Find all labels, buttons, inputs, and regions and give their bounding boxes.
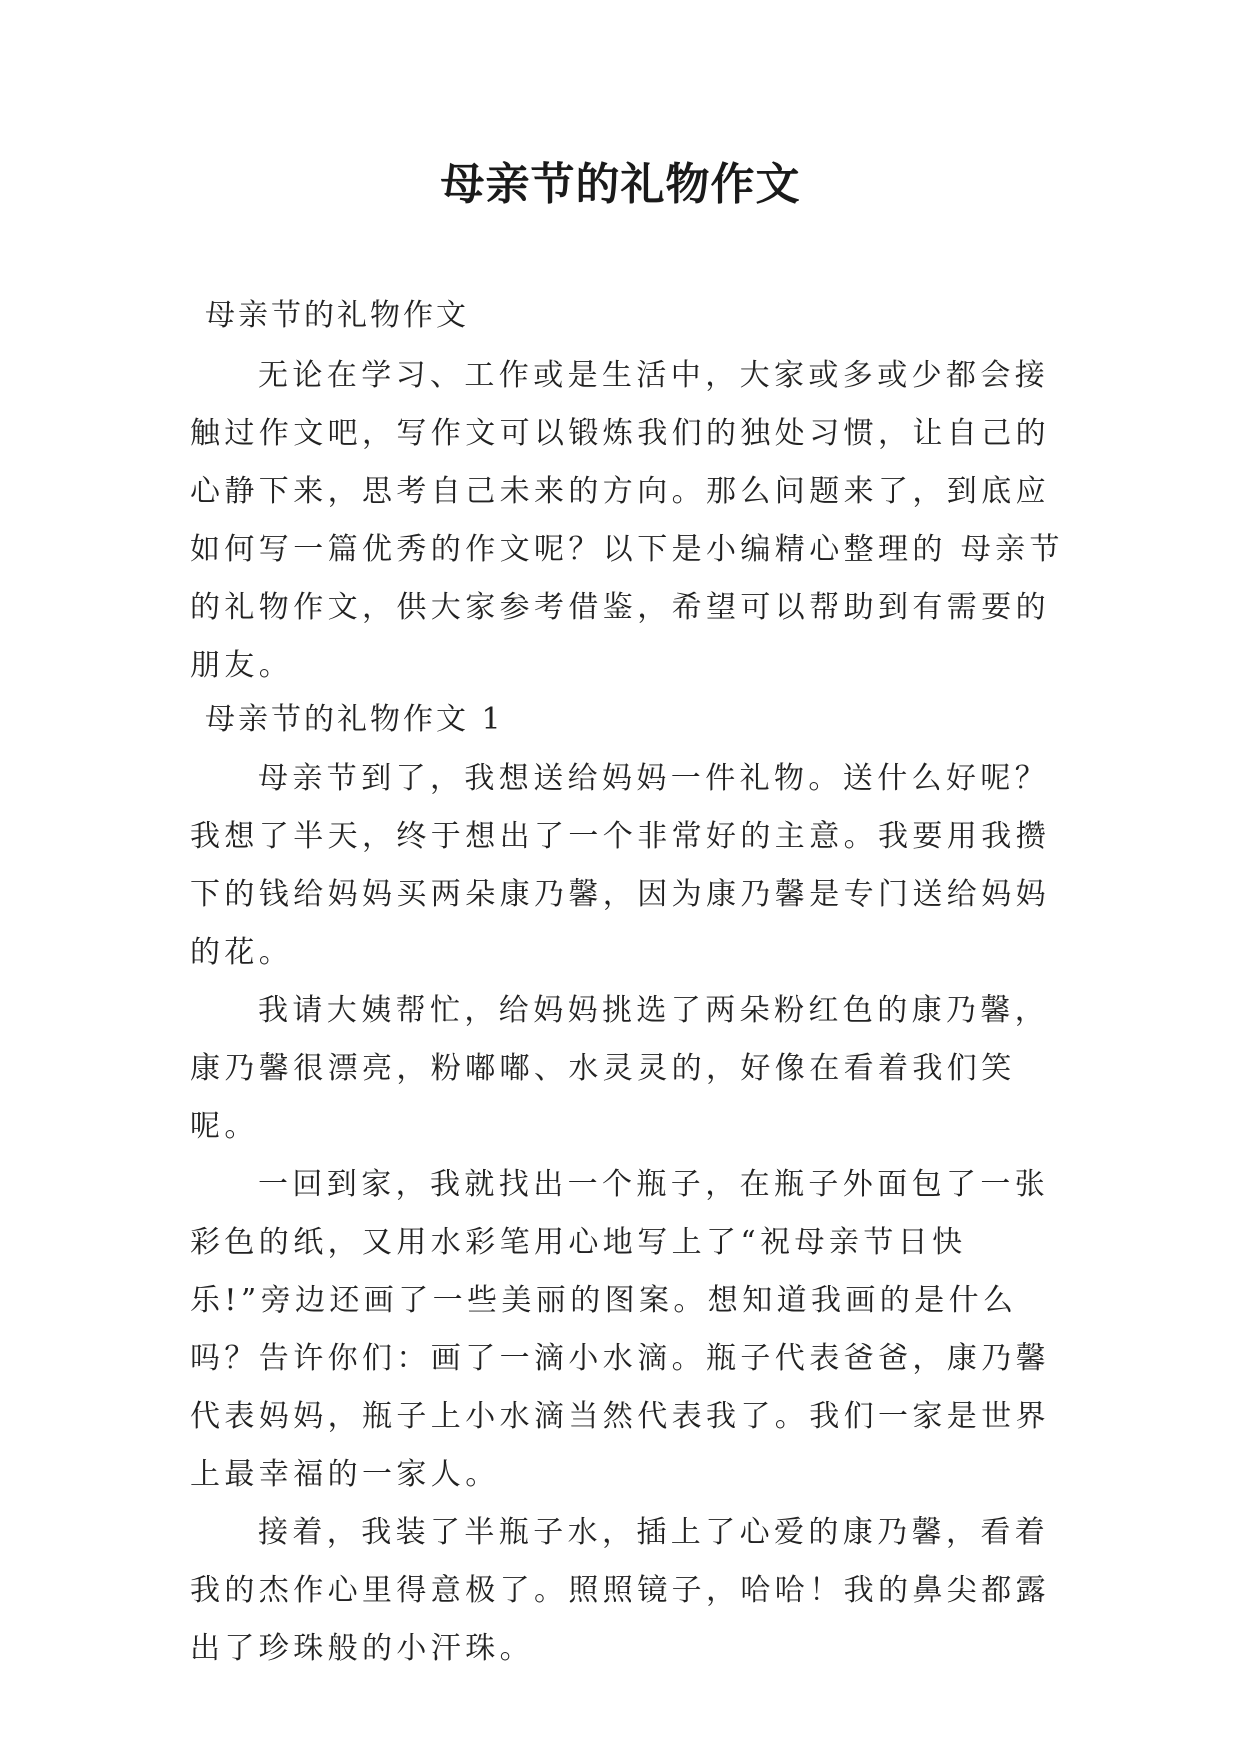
intro-section [190,347,1065,695]
intro-heading: 母亲节的礼物作文 [205,298,469,333]
essay-paragraph: 接着，我装了半瓶子水，插上了心爱的康乃馨，看着我的杰作心里得意极了。照照镜子，哈哈！我的鼻尖都露出了珍珠般的小汗珠。 [190,1515,1050,1666]
essay-paragraph: 母亲节到了，我想送给妈妈一件礼物。送什么好呢？我想了半天，终于想出了一个非常好的主意。我要用我攒下的钱给妈妈买两朵康乃馨，因为康乃馨是专门送给妈妈的花。 [190,761,1050,970]
intro-paragraph: 无论在学习、工作或是生活中，大家或多或少都会接触过作文吧，写作文可以锻炼我们的独处习惯，让自己的心静下来，思考自己未来的方向。那么问题来了，到底应如何写一篇优秀的作文呢？以下是小编精心整理的 母亲节的礼物作文，供大家参考借鉴，希望可以帮助到有需要的朋友。 [190,358,1064,683]
essay-1-section [190,750,1065,1678]
essay-paragraph: 我请大姨帮忙，给妈妈挑选了两朵粉红色的康乃馨，康乃馨很漂亮，粉嘟嘟、水灵灵的，好像在看着我们笑呢。 [190,993,1050,1144]
document-title: 母亲节的礼物作文 [440,159,801,210]
essay-paragraph: 一回到家，我就找出一个瓶子，在瓶子外面包了一张彩色的纸，又用水彩笔用心地写上了“祝母亲节日快乐!”旁边还画了一些美丽的图案。想知道我画的是什么吗？告许你们：画了一滴小水滴。瓶子代表爸爸，康乃馨代表妈妈，瓶子上小水滴当然代表我了。我们一家是世界上最幸福的一家人。 [190,1167,1050,1492]
essay-1-heading: 母亲节的礼物作文 1 [205,702,504,737]
